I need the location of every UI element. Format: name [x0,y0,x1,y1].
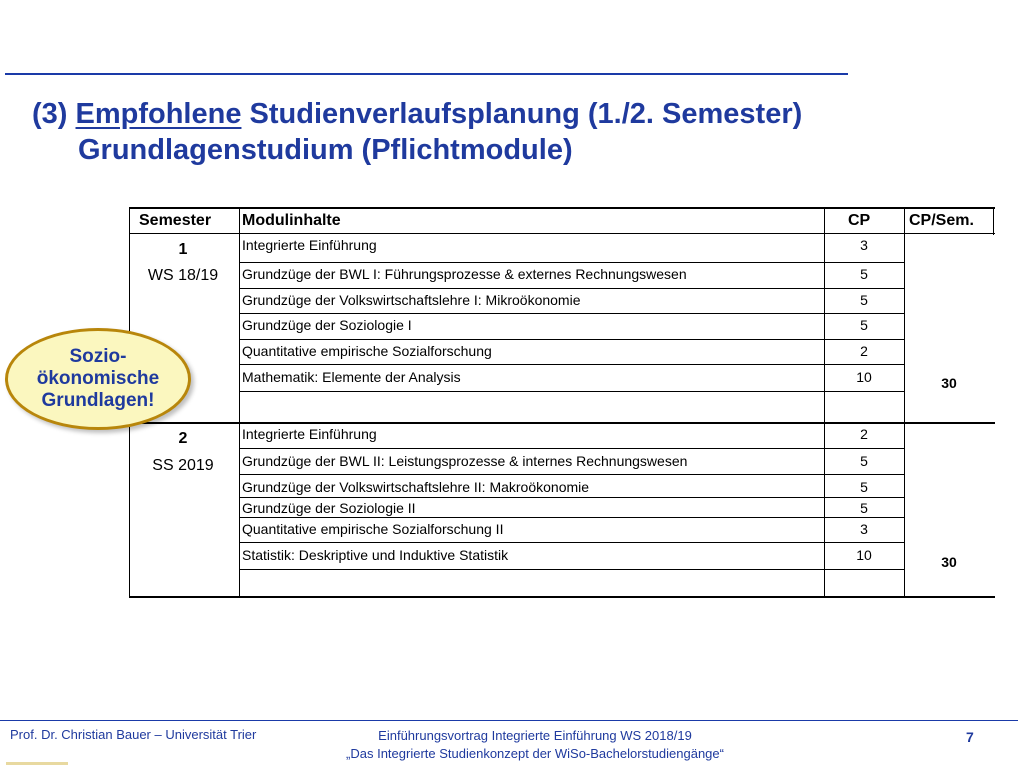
cp-cell: 2 [860,343,868,359]
row-line [239,262,905,263]
module-cell: Quantitative empirische Sozialforschung [242,343,492,359]
row-line [239,517,905,518]
cp-cell: 5 [860,479,868,495]
footer-talk-info [328,727,742,763]
title-prefix: (3) [32,98,76,130]
table-right-border-header [993,207,994,235]
top-divider [5,73,848,75]
row-line [239,569,905,570]
module-cell: Mathematik: Elemente der Analysis [242,369,461,385]
row-line [239,288,905,289]
table-top-border [129,207,995,209]
title-emphasis: Empfohlene [75,98,242,130]
cp-cell: 10 [856,547,872,563]
cp-cell: 5 [860,317,868,333]
title-line2: Grundlagenstudium (Pflichtmodule) [78,134,573,166]
callout-line3: Grundlagen! [41,390,155,411]
module-cell: Grundzüge der BWL II: Leistungsprozesse & internes Rechnungswesen [242,453,688,469]
header-modules: Modulinhalte [242,212,341,229]
slide-title [32,96,802,168]
module-cell: Grundzüge der BWL I: Führungsprozesse & externes Rechnungswesen [242,266,687,282]
semester-2-total: 30 [941,554,957,570]
header-cp-per-semester: CP/Sem. [909,212,974,229]
callout-line2: ökonomische [36,368,160,389]
title-rest: Studienverlaufsplanung (1./2. Semester) [241,98,803,130]
cp-cell: 3 [860,237,868,253]
footer-author: Prof. Dr. Christian Bauer – Universität Trier [10,727,257,742]
header-semester: Semester [139,212,212,229]
col-divider-cp [904,207,905,598]
module-cell: Statistik: Deskriptive und Induktive Statistik [242,547,509,563]
module-cell: Grundzüge der Volkswirtschaftslehre II: Makroökonomie [242,479,590,495]
header-cp: CP [848,212,871,229]
row-line [239,542,905,543]
cp-cell: 2 [860,426,868,442]
header-bottom-border [129,233,995,234]
semester-2-term: SS 2019 [152,457,214,474]
row-line [239,448,905,449]
semester-1-term: WS 18/19 [147,267,219,284]
row-line [239,391,905,392]
logo-strip [6,762,68,765]
footer-divider [0,720,1018,721]
col-divider-semester [239,207,240,598]
footer-talk-line2: „Das Integrierte Studienkonzept der WiSo-Bachelorstudiengänge“ [346,746,724,761]
cp-cell: 5 [860,500,868,516]
module-cell: Integrierte Einführung [242,237,377,253]
row-line [239,339,905,340]
semester-1-number: 1 [178,241,188,258]
cp-cell: 10 [856,369,872,385]
page-number: 7 [966,729,974,745]
module-cell: Quantitative empirische Sozialforschung II [242,521,504,537]
cp-cell: 5 [860,292,868,308]
row-line [239,364,905,365]
row-line [239,474,905,475]
semester-2-number: 2 [178,430,188,447]
module-cell: Grundzüge der Volkswirtschaftslehre I: Mikroökonomie [242,292,581,308]
cp-cell: 3 [860,521,868,537]
row-line [239,313,905,314]
table-bottom-border [129,596,995,598]
callout-oval [5,328,191,430]
cp-cell: 5 [860,453,868,469]
semester-separator [129,422,995,424]
module-cell: Grundzüge der Soziologie I [242,317,412,333]
callout-line1: Sozio- [69,346,127,367]
row-line [239,497,905,498]
module-cell: Integrierte Einführung [242,426,377,442]
footer-talk-line1: Einführungsvortrag Integrierte Einführung WS 2018/19 [378,728,692,743]
module-cell: Grundzüge der Soziologie II [242,500,416,516]
semester-1-total: 30 [941,375,957,391]
cp-cell: 5 [860,266,868,282]
